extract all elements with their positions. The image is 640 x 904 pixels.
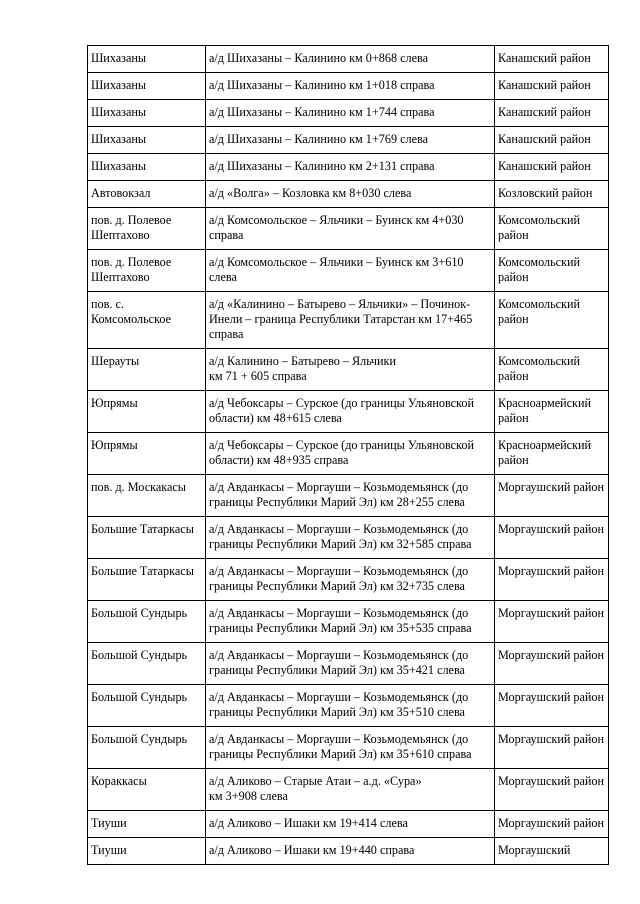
road-cell	[206, 559, 495, 601]
table-row	[88, 208, 609, 250]
district-cell	[495, 127, 609, 154]
road-cell	[206, 127, 495, 154]
district-cell	[495, 349, 609, 391]
road-text: а/д Аликово – Ишаки км 19+414 слева	[209, 816, 408, 830]
district-text: Козловский район	[498, 186, 593, 200]
place-text: пов. д. Москакасы	[91, 480, 186, 494]
district-cell	[495, 601, 609, 643]
place-text: Автовокзал	[91, 186, 151, 200]
district-cell	[495, 769, 609, 811]
table-row	[88, 517, 609, 559]
road-cell	[206, 601, 495, 643]
document-page	[87, 45, 608, 865]
road-text: а/д Авданкасы – Моргауши – Козьмодемьянск (до границы Республики Марий Эл) км 35+421 слева	[209, 648, 469, 677]
district-text: Моргаушский район	[498, 774, 605, 788]
district-cell	[495, 643, 609, 685]
place-cell	[88, 643, 206, 685]
table-row	[88, 838, 609, 865]
road-text: а/д Шихазаны – Калинино км 2+131 справа	[209, 159, 435, 173]
district-text: Моргаушский район	[498, 480, 605, 494]
road-cell	[206, 181, 495, 208]
place-text: Шихазаны	[91, 132, 147, 146]
road-cell	[206, 208, 495, 250]
table-row	[88, 292, 609, 349]
district-text: Канашский район	[498, 132, 591, 146]
district-text: Моргаушский район	[498, 606, 605, 620]
district-text: Канашский район	[498, 159, 591, 173]
road-text: а/д Авданкасы – Моргауши – Козьмодемьянск (до границы Республики Марий Эл) км 35+510 слева	[209, 690, 469, 719]
road-cell	[206, 838, 495, 865]
road-text: а/д Чебоксары – Сурское (до границы Ульяновской области) км 48+935 справа	[209, 438, 474, 467]
road-text: а/д Аликово – Ишаки км 19+440 справа	[209, 843, 415, 857]
district-text: Канашский район	[498, 105, 591, 119]
road-cell	[206, 769, 495, 811]
road-text: а/д «Волга» – Козловка км 8+030 слева	[209, 186, 412, 200]
place-cell	[88, 292, 206, 349]
place-text: Тиуши	[91, 816, 127, 830]
road-cell	[206, 643, 495, 685]
district-cell	[495, 811, 609, 838]
table-row	[88, 154, 609, 181]
table-row	[88, 811, 609, 838]
road-text: а/д Чебоксары – Сурское (до границы Ульяновской области) км 48+615 слева	[209, 396, 474, 425]
table-row	[88, 349, 609, 391]
table-row	[88, 643, 609, 685]
place-text: пов. д. Полевое Шептахово	[91, 255, 172, 284]
road-cell	[206, 349, 495, 391]
road-text: а/д «Калинино – Батырево – Яльчики» – Починок-Инели – граница Республики Татарстан км 17+465 справа	[209, 297, 473, 341]
place-cell	[88, 727, 206, 769]
road-text: а/д Комсомольское – Яльчики – Буинск км 4+030 справа	[209, 213, 464, 242]
table-row	[88, 73, 609, 100]
road-cell	[206, 154, 495, 181]
place-text: Шихазаны	[91, 105, 147, 119]
place-text: Большой Сундырь	[91, 732, 188, 746]
district-text: Комсомольский район	[498, 213, 581, 242]
place-cell	[88, 559, 206, 601]
place-text: пов. с. Комсомольское	[91, 297, 172, 326]
place-text: Большие Татаркасы	[91, 564, 194, 578]
place-cell	[88, 838, 206, 865]
road-text: а/д Аликово – Старые Атаи – а.д. «Сура» км 3+908 слева	[209, 774, 422, 803]
district-text: Моргаушский район	[498, 648, 605, 662]
place-text: Шерауты	[91, 354, 140, 368]
district-text: Комсомольский район	[498, 255, 581, 284]
table-row	[88, 433, 609, 475]
road-text: а/д Шихазаны – Калинино км 1+744 справа	[209, 105, 435, 119]
road-cell	[206, 517, 495, 559]
table-row	[88, 127, 609, 154]
road-cell	[206, 727, 495, 769]
place-cell	[88, 250, 206, 292]
road-cell	[206, 685, 495, 727]
road-text: а/д Авданкасы – Моргауши – Козьмодемьянск (до границы Республики Марий Эл) км 35+610 справа	[209, 732, 472, 761]
place-cell	[88, 769, 206, 811]
place-cell	[88, 46, 206, 73]
place-cell	[88, 391, 206, 433]
place-cell	[88, 181, 206, 208]
road-text: а/д Авданкасы – Моргауши – Козьмодемьянск (до границы Республики Марий Эл) км 35+535 справа	[209, 606, 472, 635]
district-cell	[495, 559, 609, 601]
district-text: Красноармейский район	[498, 396, 591, 425]
road-cell	[206, 475, 495, 517]
district-text: Моргаушский район	[498, 522, 605, 536]
district-text: Моргаушский район	[498, 816, 605, 830]
road-cell	[206, 811, 495, 838]
road-cell	[206, 433, 495, 475]
district-cell	[495, 685, 609, 727]
table-row	[88, 685, 609, 727]
place-text: Большой Сундырь	[91, 648, 188, 662]
table-row	[88, 181, 609, 208]
road-text: а/д Шихазаны – Калинино км 1+018 справа	[209, 78, 435, 92]
district-text: Канашский район	[498, 51, 591, 65]
road-text: а/д Авданкасы – Моргауши – Козьмодемьянск (до границы Республики Марий Эл) км 32+735 слева	[209, 564, 469, 593]
road-cell	[206, 292, 495, 349]
district-cell	[495, 73, 609, 100]
district-cell	[495, 838, 609, 865]
district-text: Моргаушский район	[498, 732, 605, 746]
district-cell	[495, 517, 609, 559]
road-cell	[206, 250, 495, 292]
district-cell	[495, 292, 609, 349]
place-cell	[88, 433, 206, 475]
district-cell	[495, 181, 609, 208]
place-text: Шихазаны	[91, 78, 147, 92]
place-cell	[88, 208, 206, 250]
district-cell	[495, 391, 609, 433]
district-text: Канашский район	[498, 78, 591, 92]
place-cell	[88, 517, 206, 559]
district-cell	[495, 727, 609, 769]
place-cell	[88, 349, 206, 391]
place-cell	[88, 811, 206, 838]
district-text: Моргаушский район	[498, 690, 605, 704]
district-text: Красноармейский район	[498, 438, 591, 467]
road-text: а/д Авданкасы – Моргауши – Козьмодемьянск (до границы Республики Марий Эл) км 28+255 слева	[209, 480, 469, 509]
table-row	[88, 559, 609, 601]
table-row	[88, 250, 609, 292]
place-text: Шихазаны	[91, 51, 147, 65]
place-cell	[88, 127, 206, 154]
district-text: Моргаушский район	[498, 564, 605, 578]
table-row	[88, 475, 609, 517]
table-row	[88, 601, 609, 643]
road-cell	[206, 391, 495, 433]
district-cell	[495, 46, 609, 73]
road-text: а/д Авданкасы – Моргауши – Козьмодемьянск (до границы Республики Марий Эл) км 32+585 справа	[209, 522, 472, 551]
district-cell	[495, 433, 609, 475]
district-text: Комсомольский район	[498, 297, 581, 326]
place-cell	[88, 685, 206, 727]
road-text: а/д Шихазаны – Калинино км 0+868 слева	[209, 51, 428, 65]
place-cell	[88, 154, 206, 181]
place-text: пов. д. Полевое Шептахово	[91, 213, 172, 242]
table-body	[88, 46, 609, 865]
table-row	[88, 727, 609, 769]
place-cell	[88, 73, 206, 100]
district-cell	[495, 154, 609, 181]
district-cell	[495, 475, 609, 517]
place-cell	[88, 475, 206, 517]
road-cell	[206, 100, 495, 127]
place-text: Большой Сундырь	[91, 606, 188, 620]
table-row	[88, 46, 609, 73]
place-text: Шихазаны	[91, 159, 147, 173]
place-text: Тиуши	[91, 843, 127, 857]
table-row	[88, 769, 609, 811]
place-text: Большой Сундырь	[91, 690, 188, 704]
road-text: а/д Комсомольское – Яльчики – Буинск км 3+610 слева	[209, 255, 464, 284]
place-text: Большие Татаркасы	[91, 522, 194, 536]
bus-stops-table	[87, 45, 609, 865]
table-row	[88, 391, 609, 433]
district-cell	[495, 100, 609, 127]
district-text: Комсомольский район	[498, 354, 581, 383]
district-text: Моргаушский	[498, 843, 571, 857]
place-text: Юпрямы	[91, 438, 138, 452]
place-cell	[88, 601, 206, 643]
table-row	[88, 100, 609, 127]
road-cell	[206, 73, 495, 100]
district-cell	[495, 208, 609, 250]
place-cell	[88, 100, 206, 127]
place-text: Юпрямы	[91, 396, 138, 410]
road-text: а/д Калинино – Батырево – Яльчики км 71 + 605 справа	[209, 354, 396, 383]
road-cell	[206, 46, 495, 73]
road-text: а/д Шихазаны – Калинино км 1+769 слева	[209, 132, 428, 146]
place-text: Кораккасы	[91, 774, 147, 788]
district-cell	[495, 250, 609, 292]
